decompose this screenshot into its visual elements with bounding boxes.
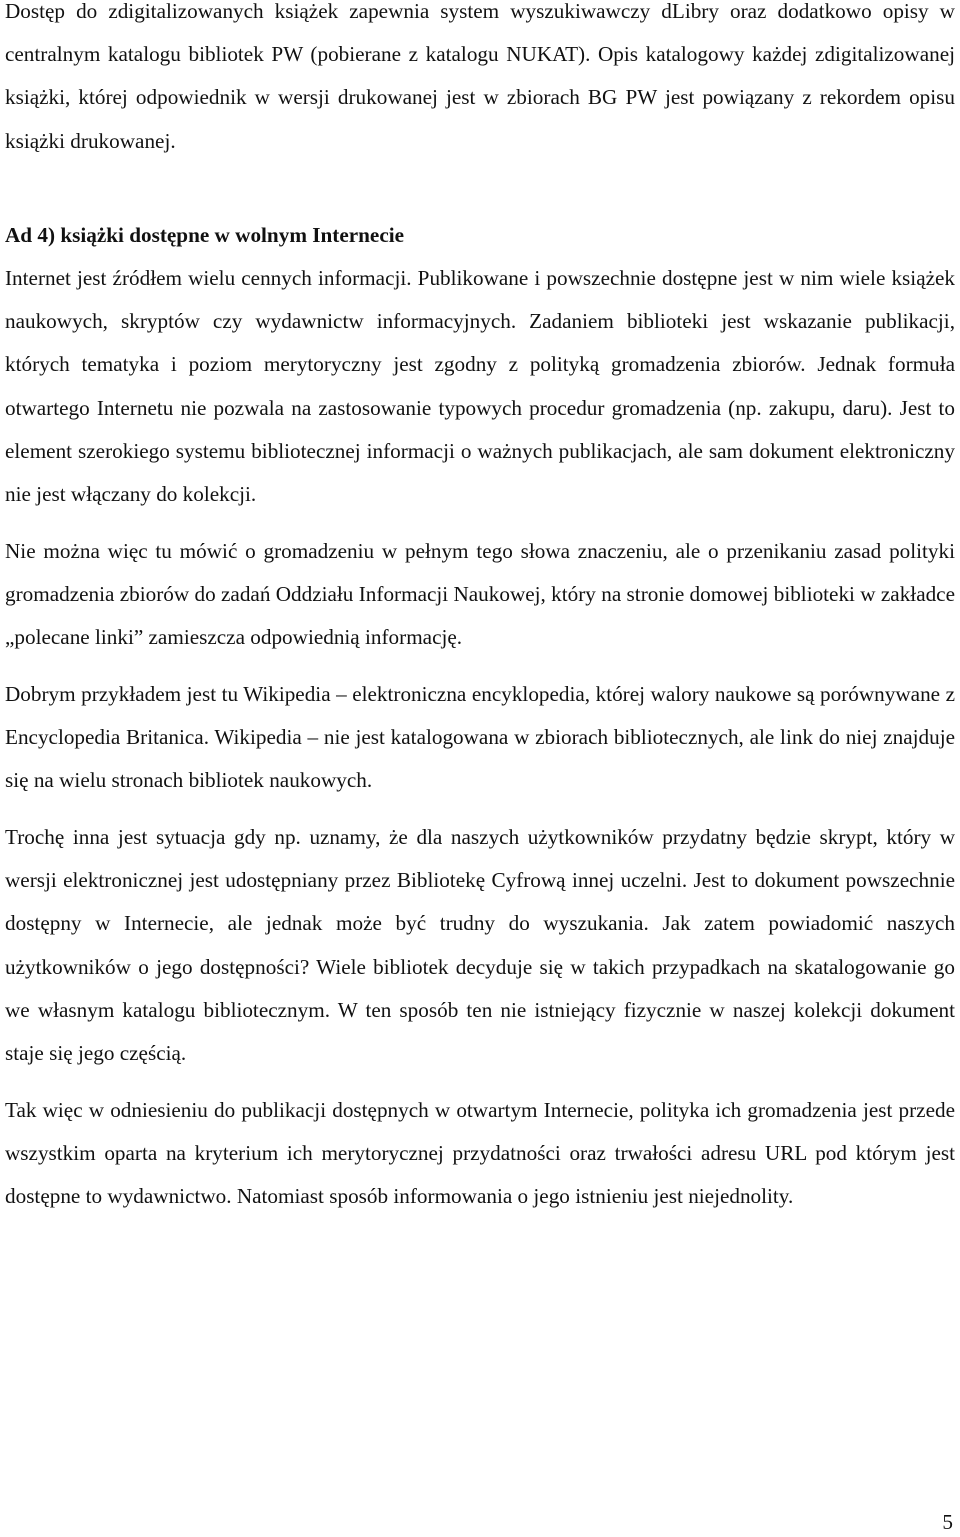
document-page bbox=[5, 0, 955, 1218]
section-heading: Ad 4) książki dostępne w wolnym Internecie bbox=[5, 222, 405, 247]
paragraph-internet-sources: Internet jest źródłem wielu cennych informacji. Publikowane i powszechnie dostępne jest w nim wiele książek naukowych, skryptów czy wydawnictw informacyjnych. Zadaniem biblioteki jest wskazanie publikacji, których tematyka i poziom merytoryczny jest zgodny z polityką gromadzenia zbiorów. Jednak formuła otwartego Internetu nie pozwala na zastosowanie typowych procedur gromadzenia (np. zakupu, daru). Jest to element szerokiego systemu bibliotecznej informacji o ważnych publikacjach, ale sam dokument elektroniczny nie jest włączany do kolekcji. bbox=[5, 266, 955, 507]
paragraph-digital-library-example: Trochę inna jest sytuacja gdy np. uznamy, że dla naszych użytkowników przydatny będzie skrypt, który w wersji elektronicznej jest udostępniany przez Bibliotekę Cyfrową innej uczelni. Jest to dokument powszechnie dostępny w Internecie, ale jednak może być trudny do wyszukania. Jak zatem powiadomić naszych użytkowników o jego dostępności? Wiele bibliotek decyduje się w takich przypadkach na skatalogowanie go we własnym katalogu bibliotecznym. W ten sposób ten nie istniejący fizycznie w naszej kolekcji dokument staje się jego częścią. bbox=[5, 824, 955, 1065]
page-number: 5 bbox=[942, 1510, 953, 1534]
paragraph-conclusion: Tak więc w odniesieniu do publikacji dostępnych w otwartym Internecie, polityka ich gromadzenia jest przede wszystkim oparta na kryterium ich merytorycznej przydatności oraz trwałości adresu URL pod którym jest dostępne to wydawnictwo. Natomiast sposób informowania o jego istnieniu jest niejednolity. bbox=[5, 1097, 955, 1209]
paragraph-digitized-books: Dostęp do zdigitalizowanych książek zapewnia system wyszukiwawczy dLibry oraz dodatkowo opisy w centralnym katalogu bibliotek PW (pobierane z katalogu NUKAT). Opis katalogowy każdej zdigitalizowanej książki, której odpowiednik w wersji drukowanej jest w zbiorach BG PW jest powiązany z rekordem opisu książki drukowanej. bbox=[5, 0, 955, 153]
paragraph-collection-policy: Nie można więc tu mówić o gromadzeniu w pełnym tego słowa znaczeniu, ale o przenikaniu zasad polityki gromadzenia zbiorów do zadań Oddziału Informacji Naukowej, który na stronie domowej biblioteki w zakładce „polecane linki” zamieszcza odpowiednią informację. bbox=[5, 538, 955, 650]
paragraph-wikipedia-example: Dobrym przykładem jest tu Wikipedia – elektroniczna encyklopedia, której walory naukowe są porównywane z Encyclopedia Britanica. Wikipedia – nie jest katalogowana w zbiorach bibliotecznych, ale link do niej znajduje się na wielu stronach bibliotek naukowych. bbox=[5, 681, 955, 793]
